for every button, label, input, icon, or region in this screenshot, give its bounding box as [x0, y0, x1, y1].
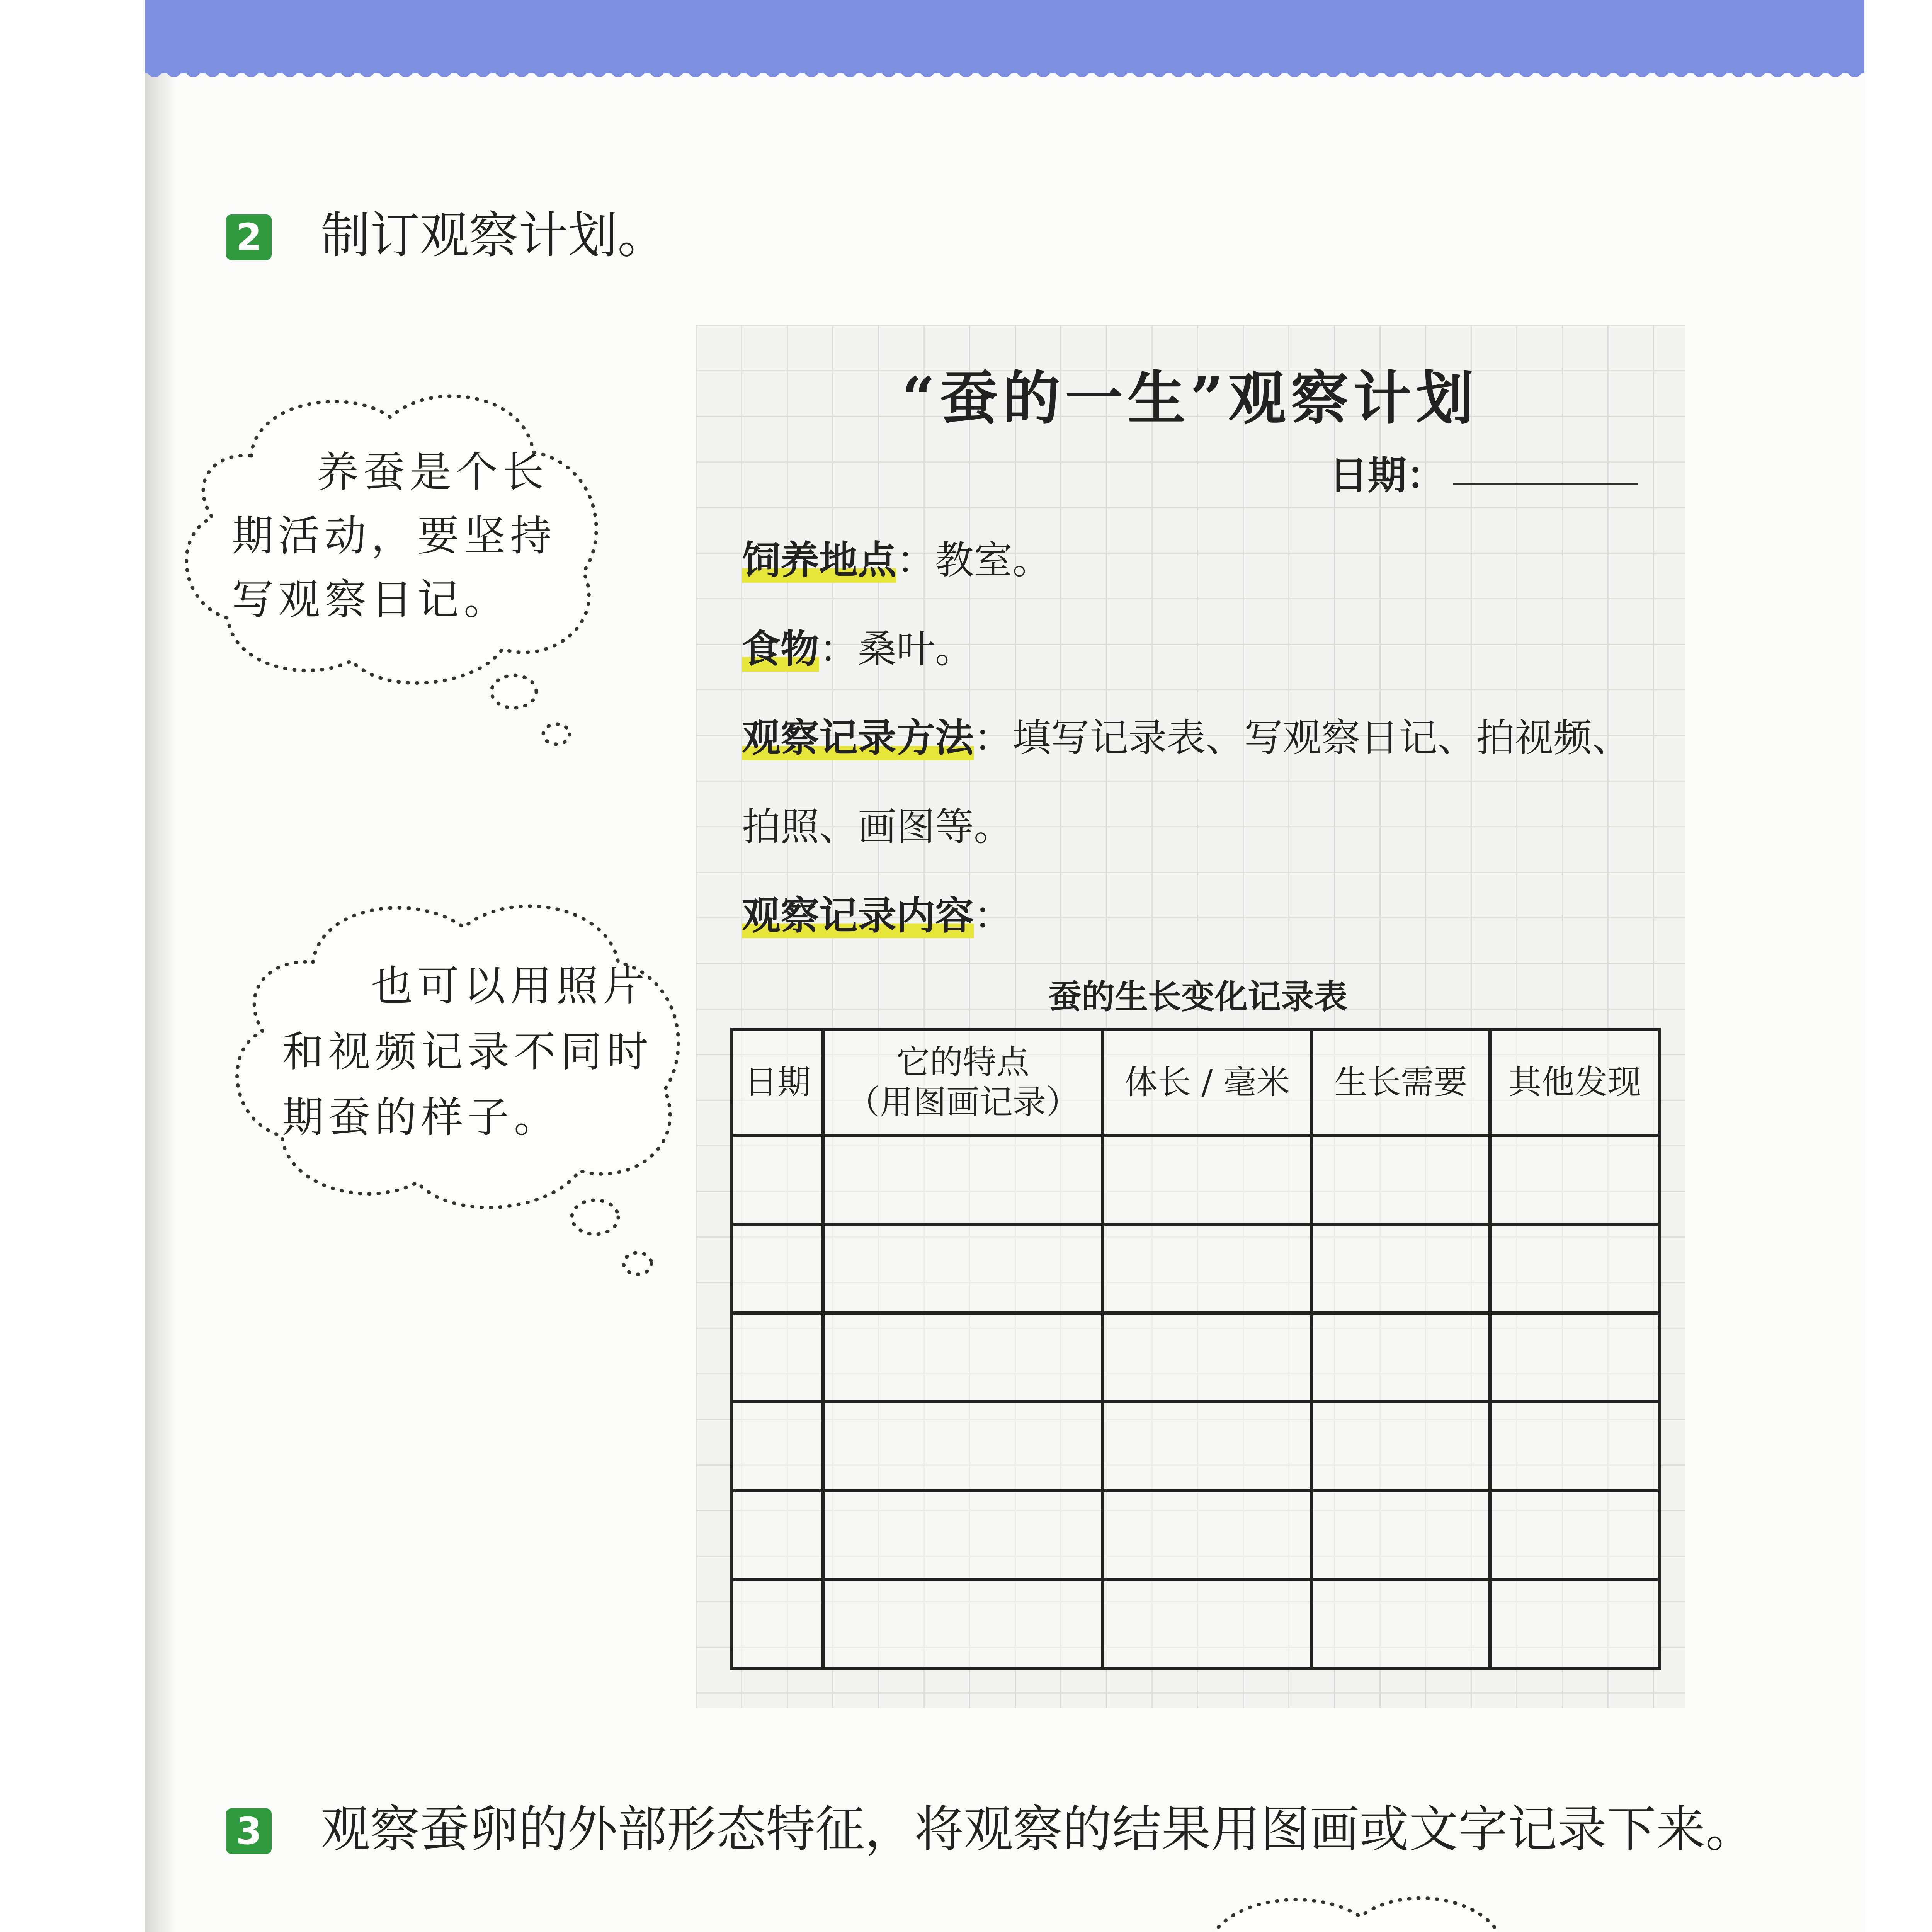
- date-blank-line: [1453, 483, 1638, 485]
- bubble-2-line-3: 期蚕的样子。: [282, 1094, 561, 1142]
- table-cell[interactable]: [823, 1135, 1103, 1224]
- table-cell[interactable]: [1103, 1135, 1311, 1224]
- col-header-length: 体长 / 毫米: [1103, 1029, 1311, 1135]
- table-cell[interactable]: [1311, 1491, 1490, 1580]
- col-header-other: 其他发现: [1490, 1029, 1659, 1135]
- bubble-1-line-1: 养蚕是个长: [317, 448, 549, 497]
- plan-row-method: [742, 711, 1631, 765]
- plan-title: “蚕的一生”观察计划: [901, 364, 1479, 432]
- plan-sep: ：: [819, 626, 858, 672]
- table-cell[interactable]: [1103, 1491, 1311, 1580]
- col-header-needs: 生长需要: [1311, 1029, 1490, 1135]
- plan-value: 教室。: [935, 537, 1051, 583]
- table-cell[interactable]: [1490, 1224, 1659, 1313]
- table-cell[interactable]: [732, 1224, 823, 1313]
- table-cell[interactable]: [823, 1580, 1103, 1668]
- table-cell[interactable]: [732, 1580, 823, 1668]
- col-header-features-line1: 它的特点: [896, 1043, 1029, 1082]
- thought-bubble-3: [1043, 1874, 1604, 1932]
- table-row: [732, 1313, 1659, 1402]
- plan-key: 观察记录方法: [742, 715, 974, 760]
- plan-value: 桑叶。: [858, 626, 974, 672]
- plan-key: 饲养地点: [742, 537, 896, 583]
- table-cell[interactable]: [823, 1402, 1103, 1491]
- table-cell[interactable]: [732, 1313, 823, 1402]
- table-caption: 蚕的生长变化记录表: [1048, 977, 1347, 1016]
- table-row: [732, 1580, 1659, 1668]
- plan-key: 观察记录内容: [742, 893, 974, 938]
- table-cell[interactable]: [1103, 1402, 1311, 1491]
- plan-value: 填写记录表、写观察日记、拍视频、: [1012, 715, 1631, 760]
- table-cell[interactable]: [1311, 1135, 1490, 1224]
- table-cell[interactable]: [823, 1313, 1103, 1402]
- col-header-features-line2: （用图画记录）: [847, 1083, 1079, 1122]
- table-row: [732, 1491, 1659, 1580]
- date-label: 日期：: [1329, 453, 1445, 498]
- table-cell[interactable]: [732, 1402, 823, 1491]
- section-2-badge: 2: [226, 214, 272, 260]
- table-cell[interactable]: [1311, 1402, 1490, 1491]
- plan-sep: ：: [896, 537, 935, 583]
- header-scallop-edge: [145, 58, 1864, 89]
- page-binding-shadow: [145, 0, 176, 1932]
- bubble-1-line-3: 写观察日记。: [232, 576, 510, 624]
- plan-sep: ：: [974, 715, 1012, 760]
- table-cell[interactable]: [1311, 1313, 1490, 1402]
- table-header-row: [732, 1029, 1659, 1135]
- table-cell[interactable]: [1311, 1580, 1490, 1668]
- table-cell[interactable]: [823, 1491, 1103, 1580]
- table-cell[interactable]: [1103, 1313, 1311, 1402]
- table-cell[interactable]: [823, 1224, 1103, 1313]
- table-cell[interactable]: [732, 1491, 823, 1580]
- table-cell[interactable]: [1490, 1313, 1659, 1402]
- table-cell[interactable]: [1490, 1135, 1659, 1224]
- plan-row-food: [742, 622, 974, 676]
- plan-value: 拍照、画图等。: [742, 804, 1012, 849]
- section-3-heading: 观察蚕卵的外部形态特征，将观察的结果用图画或文字记录下来。: [321, 1801, 1755, 1858]
- plan-key: 食物: [742, 626, 819, 672]
- bubble-2-line-1: 也可以用照片: [371, 962, 650, 1010]
- table-cell[interactable]: [1311, 1224, 1490, 1313]
- col-header-features: [823, 1029, 1103, 1135]
- bubble-2-line-2: 和视频记录不同时: [282, 1028, 653, 1076]
- table-cell[interactable]: [1490, 1402, 1659, 1491]
- table-cell[interactable]: [1103, 1580, 1311, 1668]
- table-row: [732, 1402, 1659, 1491]
- table-cell[interactable]: [732, 1135, 823, 1224]
- plan-sep: ：: [974, 893, 1012, 938]
- table-cell[interactable]: [1490, 1580, 1659, 1668]
- plan-row-content: [742, 889, 1012, 943]
- plan-row-method-cont: [742, 800, 1012, 854]
- section-2-heading: 制订观察计划。: [321, 207, 667, 264]
- table-cell[interactable]: [1103, 1224, 1311, 1313]
- table-cell[interactable]: [1490, 1491, 1659, 1580]
- bubble-1-line-2: 期活动，要坚持: [232, 512, 557, 560]
- plan-row-location: [742, 533, 1051, 587]
- table-row: [732, 1224, 1659, 1313]
- growth-record-table: [730, 1028, 1661, 1670]
- section-3-badge: 3: [226, 1808, 272, 1854]
- table-row: [732, 1135, 1659, 1224]
- col-header-date: 日期: [732, 1029, 823, 1135]
